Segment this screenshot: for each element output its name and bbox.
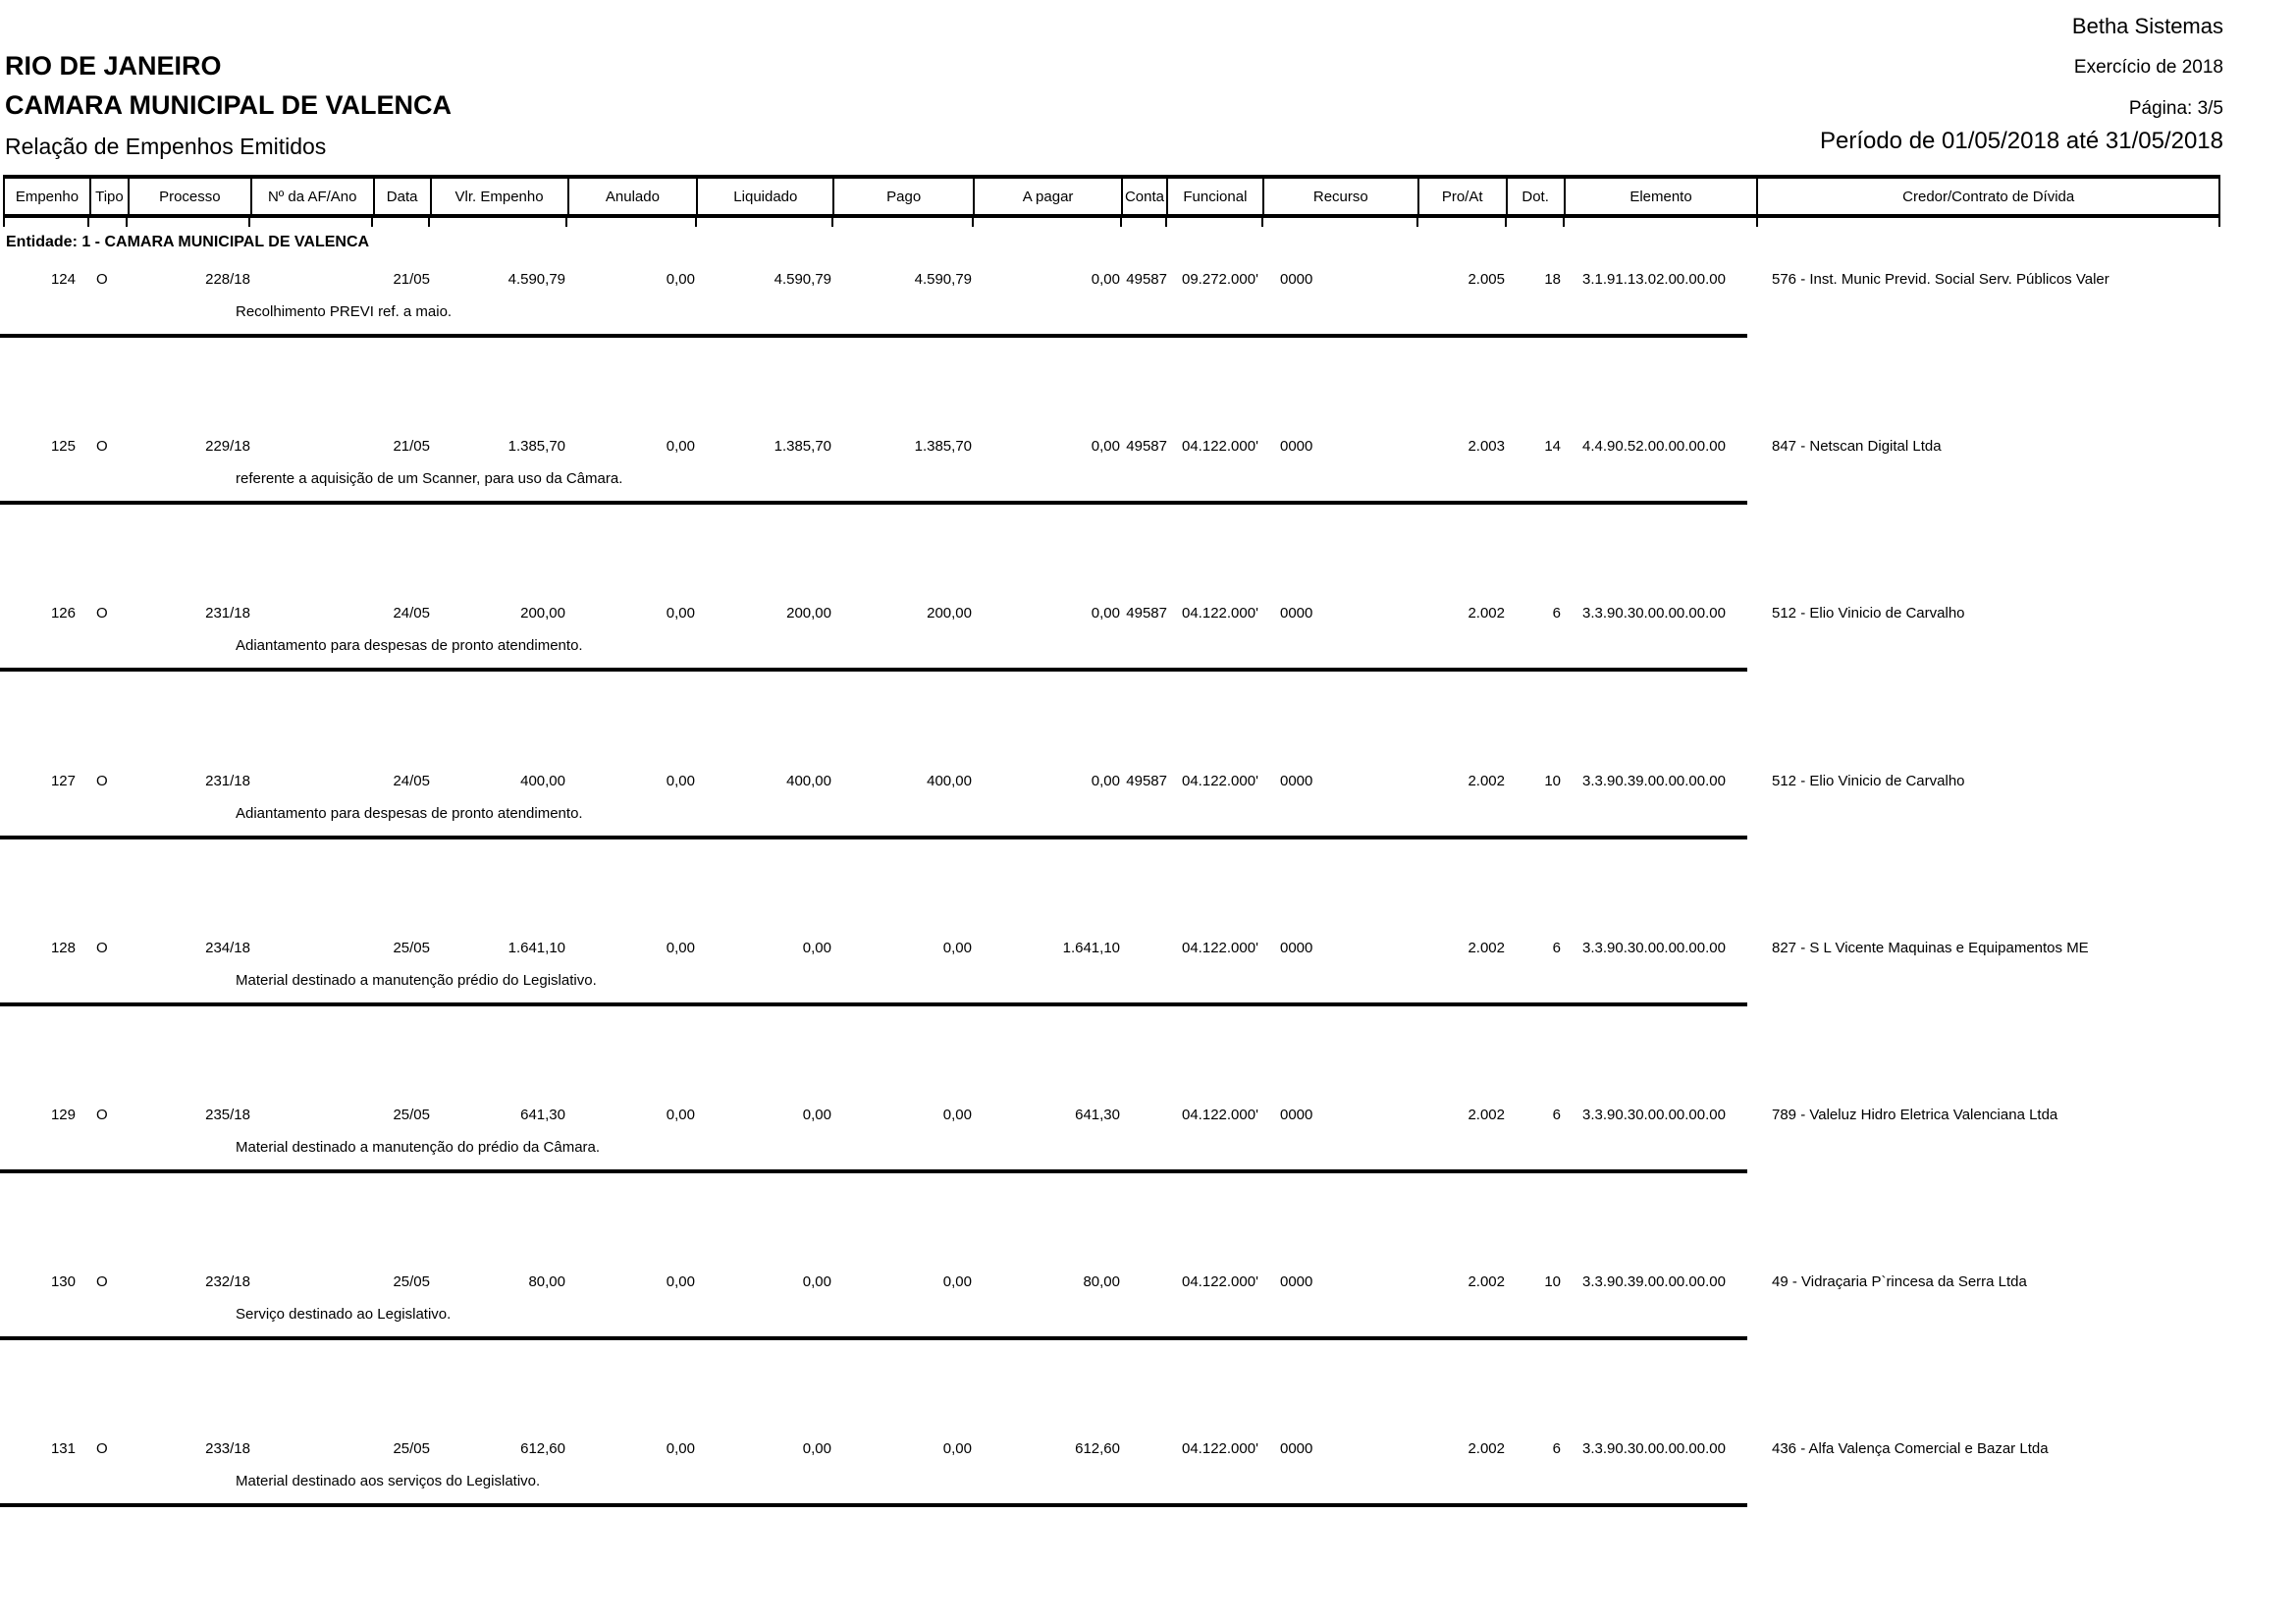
cell-funcional: 04.122.000' (1182, 940, 1258, 956)
cell-data: 21/05 (393, 438, 430, 455)
cell-processo: 231/18 (205, 605, 250, 622)
cell-af_ano (250, 271, 373, 288)
row-history-text: Material destinado aos serviços do Legislativo. (236, 1473, 541, 1489)
cell-tipo: O (96, 605, 108, 622)
header-tick (1261, 218, 1263, 227)
cell-dot: 10 (1544, 773, 1561, 789)
state-name: RIO DE JANEIRO (5, 51, 222, 81)
cell-pago: 200,00 (927, 605, 972, 622)
report-title: Relação de Empenhos Emitidos (5, 134, 327, 159)
cell-empenho: 131 (50, 1440, 76, 1457)
cell-credor: 789 - Valeluz Hidro Eletrica Valenciana Ltda (1772, 1107, 2058, 1123)
cell-elemento: 3.3.90.30.00.00.00.00 (1582, 1440, 1726, 1457)
header-tick (1165, 218, 1167, 227)
column-header-tipo: Tipo (91, 179, 130, 214)
header-tick (2218, 218, 2220, 227)
column-header-pro_at: Pro/At (1419, 179, 1508, 214)
cell-vlr_empenho: 612,60 (520, 1440, 565, 1457)
row-values (3, 773, 2220, 789)
cell-processo: 232/18 (205, 1273, 250, 1290)
row-separator (0, 1503, 1747, 1507)
cell-a_pagar: 641,30 (1075, 1107, 1120, 1123)
cell-elemento: 3.3.90.30.00.00.00.00 (1582, 605, 1726, 622)
cell-anulado: 0,00 (666, 1440, 695, 1457)
row-values (3, 1107, 2220, 1123)
cell-liquidado: 0,00 (802, 1107, 831, 1123)
cell-processo: 231/18 (205, 773, 250, 789)
table-row (0, 271, 2296, 340)
cell-credor: 827 - S L Vicente Maquinas e Equipamentos ME (1772, 940, 2089, 956)
cell-conta (1122, 1273, 1167, 1290)
cell-anulado: 0,00 (666, 940, 695, 956)
row-separator (0, 334, 1747, 338)
cell-a_pagar: 0,00 (1091, 271, 1120, 288)
cell-credor: 436 - Alfa Valença Comercial e Bazar Ltda (1772, 1440, 2049, 1457)
page-number-label: Página: 3/5 (2128, 98, 2223, 119)
cell-tipo: O (96, 1440, 108, 1457)
cell-tipo: O (96, 773, 108, 789)
cell-recurso: 0000 (1280, 1440, 1313, 1457)
column-header-credor: Credor/Contrato de Dívida (1758, 179, 2220, 214)
table-row (0, 1107, 2296, 1175)
cell-liquidado: 200,00 (786, 605, 831, 622)
cell-anulado: 0,00 (666, 271, 695, 288)
row-separator (0, 1169, 1747, 1173)
cell-elemento: 4.4.90.52.00.00.00.00 (1582, 438, 1726, 455)
cell-dot: 14 (1544, 438, 1561, 455)
cell-a_pagar: 0,00 (1091, 605, 1120, 622)
header-tick (126, 218, 128, 227)
cell-recurso: 0000 (1280, 438, 1313, 455)
cell-liquidado: 0,00 (802, 940, 831, 956)
cell-funcional: 04.122.000' (1182, 1273, 1258, 1290)
table-row (0, 605, 2296, 674)
row-history-text: Material destinado a manutenção do prédio da Câmara. (236, 1139, 601, 1156)
row-history-text: referente a aquisição de um Scanner, para uso da Câmara. (236, 470, 623, 487)
header-tick (1505, 218, 1507, 227)
header-tick (371, 218, 373, 227)
entity-section-label: Entidade: 1 - CAMARA MUNICIPAL DE VALENCA (6, 234, 370, 250)
column-header-funcional: Funcional (1168, 179, 1264, 214)
cell-anulado: 0,00 (666, 773, 695, 789)
column-header-vlr_empenho: Vlr. Empenho (432, 179, 569, 214)
cell-recurso: 0000 (1280, 1107, 1313, 1123)
column-header-conta: Conta (1123, 179, 1168, 214)
row-values (3, 605, 2220, 622)
cell-pago: 1.385,70 (914, 438, 972, 455)
cell-empenho: 127 (50, 773, 76, 789)
cell-anulado: 0,00 (666, 1107, 695, 1123)
cell-af_ano (250, 438, 373, 455)
cell-empenho: 125 (50, 438, 76, 455)
cell-credor: 847 - Netscan Digital Ltda (1772, 438, 1942, 455)
cell-funcional: 04.122.000' (1182, 438, 1258, 455)
column-header-recurso: Recurso (1264, 179, 1419, 214)
cell-data: 25/05 (393, 1440, 430, 1457)
row-separator (0, 1002, 1747, 1006)
cell-dot: 18 (1544, 271, 1561, 288)
cell-af_ano (250, 1273, 373, 1290)
header-tick (695, 218, 697, 227)
column-header-a_pagar: A pagar (975, 179, 1123, 214)
cell-dot: 6 (1552, 1440, 1561, 1457)
cell-data: 21/05 (393, 271, 430, 288)
cell-dot: 6 (1552, 605, 1561, 622)
cell-pro_at: 2.005 (1468, 271, 1505, 288)
cell-vlr_empenho: 80,00 (528, 1273, 565, 1290)
cell-funcional: 04.122.000' (1182, 773, 1258, 789)
column-header-anulado: Anulado (569, 179, 699, 214)
cell-data: 25/05 (393, 1107, 430, 1123)
cell-af_ano (250, 605, 373, 622)
row-values (3, 1273, 2220, 1290)
cell-pago: 0,00 (942, 940, 972, 956)
cell-processo: 233/18 (205, 1440, 250, 1457)
cell-processo: 234/18 (205, 940, 250, 956)
exercise-year-label: Exercício de 2018 (2073, 57, 2223, 78)
cell-empenho: 128 (50, 940, 76, 956)
cell-pago: 0,00 (942, 1273, 972, 1290)
cell-conta: 49587 (1126, 773, 1167, 789)
row-separator (0, 501, 1747, 505)
cell-elemento: 3.3.90.39.00.00.00.00 (1582, 773, 1726, 789)
cell-pago: 0,00 (942, 1440, 972, 1457)
table-row (0, 940, 2296, 1008)
cell-data: 25/05 (393, 940, 430, 956)
cell-a_pagar: 1.641,10 (1062, 940, 1120, 956)
cell-credor: 576 - Inst. Munic Previd. Social Serv. Públicos Valer (1772, 271, 2109, 288)
cell-funcional: 09.272.000' (1182, 271, 1258, 288)
cell-af_ano (250, 1107, 373, 1123)
cell-a_pagar: 80,00 (1083, 1273, 1120, 1290)
cell-pro_at: 2.003 (1468, 438, 1505, 455)
cell-af_ano (250, 1440, 373, 1457)
cell-recurso: 0000 (1280, 1273, 1313, 1290)
row-history-text: Serviço destinado ao Legislativo. (236, 1306, 452, 1323)
cell-credor: 49 - Vidraçaria P`rincesa da Serra Ltda (1772, 1273, 2027, 1290)
row-values (3, 271, 2220, 288)
cell-liquidado: 4.590,79 (774, 271, 831, 288)
header-tick (248, 218, 250, 227)
column-header-dot: Dot. (1508, 179, 1566, 214)
header-tick (565, 218, 567, 227)
row-values (3, 940, 2220, 956)
table-row (0, 1273, 2296, 1342)
column-header-elemento: Elemento (1566, 179, 1759, 214)
cell-empenho: 126 (50, 605, 76, 622)
cell-conta (1122, 1440, 1167, 1457)
cell-af_ano (250, 773, 373, 789)
cell-funcional: 04.122.000' (1182, 605, 1258, 622)
cell-recurso: 0000 (1280, 271, 1313, 288)
cell-tipo: O (96, 271, 108, 288)
cell-processo: 229/18 (205, 438, 250, 455)
cell-dot: 6 (1552, 940, 1561, 956)
row-history-text: Recolhimento PREVI ref. a maio. (236, 303, 453, 320)
row-history-text: Adiantamento para despesas de pronto atendimento. (236, 805, 583, 822)
row-history-text: Adiantamento para despesas de pronto atendimento. (236, 637, 583, 654)
cell-pro_at: 2.002 (1468, 773, 1505, 789)
cell-pago: 4.590,79 (914, 271, 972, 288)
cell-pro_at: 2.002 (1468, 940, 1505, 956)
cell-dot: 6 (1552, 1107, 1561, 1123)
column-header-empenho: Empenho (5, 179, 91, 214)
cell-pro_at: 2.002 (1468, 1273, 1505, 1290)
header-tick (1756, 218, 1758, 227)
cell-processo: 228/18 (205, 271, 250, 288)
cell-funcional: 04.122.000' (1182, 1440, 1258, 1457)
software-vendor-label: Betha Sistemas (2071, 14, 2223, 38)
column-header-af_ano: Nº da AF/Ano (252, 179, 375, 214)
table-row (0, 1440, 2296, 1509)
cell-vlr_empenho: 400,00 (520, 773, 565, 789)
cell-recurso: 0000 (1280, 605, 1313, 622)
cell-anulado: 0,00 (666, 1273, 695, 1290)
cell-funcional: 04.122.000' (1182, 1107, 1258, 1123)
header-tick (87, 218, 89, 227)
table-row (0, 438, 2296, 507)
cell-af_ano (250, 940, 373, 956)
cell-pago: 0,00 (942, 1107, 972, 1123)
cell-recurso: 0000 (1280, 940, 1313, 956)
cell-vlr_empenho: 4.590,79 (507, 271, 565, 288)
column-header-liquidado: Liquidado (698, 179, 834, 214)
table-header-row (3, 175, 2220, 218)
cell-credor: 512 - Elio Vinicio de Carvalho (1772, 773, 1965, 789)
cell-credor: 512 - Elio Vinicio de Carvalho (1772, 605, 1965, 622)
column-header-pago: Pago (834, 179, 975, 214)
cell-data: 24/05 (393, 773, 430, 789)
cell-empenho: 129 (50, 1107, 76, 1123)
cell-conta: 49587 (1126, 271, 1167, 288)
cell-processo: 235/18 (205, 1107, 250, 1123)
cell-conta (1122, 1107, 1167, 1123)
municipality-name: CAMARA MUNICIPAL DE VALENCA (5, 90, 452, 120)
cell-elemento: 3.3.90.30.00.00.00.00 (1582, 1107, 1726, 1123)
cell-elemento: 3.3.90.39.00.00.00.00 (1582, 1273, 1726, 1290)
cell-tipo: O (96, 1107, 108, 1123)
cell-empenho: 130 (50, 1273, 76, 1290)
cell-liquidado: 1.385,70 (774, 438, 831, 455)
cell-dot: 10 (1544, 1273, 1561, 1290)
cell-conta: 49587 (1126, 605, 1167, 622)
header-tick (972, 218, 974, 227)
cell-liquidado: 0,00 (802, 1440, 831, 1457)
cell-pro_at: 2.002 (1468, 1440, 1505, 1457)
cell-recurso: 0000 (1280, 773, 1313, 789)
cell-a_pagar: 612,60 (1075, 1440, 1120, 1457)
cell-tipo: O (96, 438, 108, 455)
cell-vlr_empenho: 200,00 (520, 605, 565, 622)
cell-elemento: 3.3.90.30.00.00.00.00 (1582, 940, 1726, 956)
row-separator (0, 668, 1747, 672)
cell-liquidado: 0,00 (802, 1273, 831, 1290)
cell-conta: 49587 (1126, 438, 1167, 455)
cell-a_pagar: 0,00 (1091, 773, 1120, 789)
column-header-processo: Processo (130, 179, 252, 214)
header-tick (428, 218, 430, 227)
header-tick (1563, 218, 1565, 227)
row-separator (0, 836, 1747, 839)
header-tick (1120, 218, 1122, 227)
cell-liquidado: 400,00 (786, 773, 831, 789)
cell-a_pagar: 0,00 (1091, 438, 1120, 455)
row-values (3, 438, 2220, 455)
cell-data: 24/05 (393, 605, 430, 622)
cell-vlr_empenho: 641,30 (520, 1107, 565, 1123)
cell-vlr_empenho: 1.385,70 (507, 438, 565, 455)
cell-vlr_empenho: 1.641,10 (507, 940, 565, 956)
row-separator (0, 1336, 1747, 1340)
row-history-text: Material destinado a manutenção prédio do Legislativo. (236, 972, 597, 989)
cell-conta (1122, 940, 1167, 956)
cell-tipo: O (96, 940, 108, 956)
cell-pro_at: 2.002 (1468, 1107, 1505, 1123)
cell-tipo: O (96, 1273, 108, 1290)
header-tick (1416, 218, 1418, 227)
header-tick (831, 218, 833, 227)
cell-anulado: 0,00 (666, 605, 695, 622)
header-tick (3, 218, 5, 227)
row-values (3, 1440, 2220, 1457)
cell-elemento: 3.1.91.13.02.00.00.00 (1582, 271, 1726, 288)
cell-pago: 400,00 (927, 773, 972, 789)
cell-anulado: 0,00 (666, 438, 695, 455)
column-header-data: Data (375, 179, 432, 214)
cell-data: 25/05 (393, 1273, 430, 1290)
cell-pro_at: 2.002 (1468, 605, 1505, 622)
table-row (0, 773, 2296, 841)
report-period-label: Período de 01/05/2018 até 31/05/2018 (1819, 128, 2223, 154)
cell-empenho: 124 (50, 271, 76, 288)
